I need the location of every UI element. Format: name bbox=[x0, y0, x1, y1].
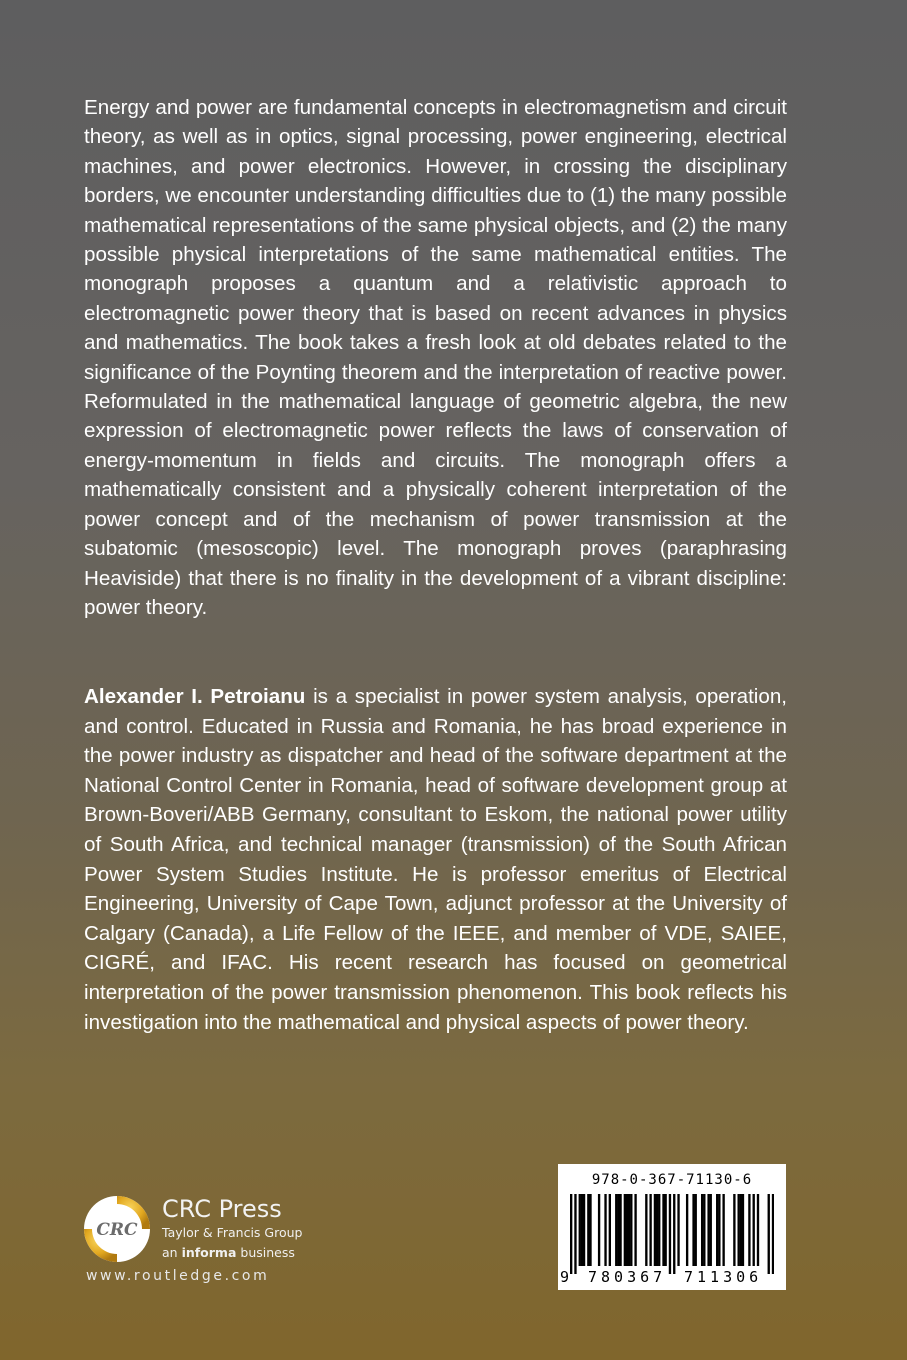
barcode-bar bbox=[589, 1194, 591, 1266]
barcode-bar bbox=[656, 1194, 658, 1266]
barcode-bar bbox=[673, 1194, 675, 1274]
barcode-bar bbox=[579, 1194, 581, 1266]
barcode-bar bbox=[619, 1194, 621, 1266]
ean-first-digit: 9 bbox=[560, 1268, 570, 1286]
barcode-bar bbox=[617, 1194, 619, 1266]
barcode-bar bbox=[748, 1194, 750, 1266]
barcode-bar bbox=[658, 1194, 660, 1266]
barcode-bar bbox=[654, 1194, 656, 1266]
barcode-bar bbox=[604, 1194, 606, 1266]
isbn-barcode bbox=[558, 1164, 786, 1290]
publisher-group: Taylor & Francis Group bbox=[162, 1225, 303, 1240]
barcode-bar bbox=[716, 1194, 718, 1266]
barcode-bar bbox=[581, 1194, 583, 1266]
barcode-bar bbox=[624, 1194, 626, 1266]
barcode-bar bbox=[649, 1194, 651, 1266]
barcode-bar bbox=[686, 1194, 688, 1266]
barcode-bar bbox=[737, 1194, 739, 1266]
barcode-bar bbox=[664, 1194, 666, 1266]
barcode-bar bbox=[733, 1194, 735, 1266]
ean-right-group: 711306 bbox=[684, 1268, 763, 1286]
barcode-bar bbox=[598, 1194, 600, 1266]
crc-logo-text: CRC bbox=[96, 1220, 138, 1240]
barcode-bar bbox=[740, 1194, 742, 1266]
barcode-bars bbox=[570, 1194, 774, 1274]
barcode-bar bbox=[615, 1194, 617, 1266]
author-bio bbox=[84, 682, 787, 1037]
barcode-bar bbox=[628, 1194, 630, 1266]
barcode-bar bbox=[626, 1194, 628, 1266]
barcode-bar bbox=[753, 1194, 755, 1266]
barcode-bar bbox=[703, 1194, 705, 1266]
barcode-bar bbox=[695, 1194, 697, 1266]
barcode-bar bbox=[570, 1194, 572, 1274]
barcode-bar bbox=[587, 1194, 589, 1266]
publisher-url: www.routledge.com bbox=[86, 1268, 270, 1284]
ean-left-group: 780367 bbox=[588, 1268, 667, 1286]
tagline-suffix: business bbox=[236, 1245, 295, 1260]
author-bio-text: is a specialist in power system analysis, operation, and control. Educated in Russia and Romania, he has broad experience in the power industry as dispatcher and head of the software department at the National Control Center in Romania, head of software development group at Brown-Boveri/ABB Germany, consultant to Eskom, the national power utility of South Africa, and technical manager (transmission) of the South African Power System Studies Institute. He is professor emeritus of Electrical Engineering, University of Cape Town, adjunct professor at the University of Calgary (Canada), a Life Fellow of the IEEE, and member of VDE, SAIEE, CIGRÉ, and IFAC. His recent research has focused on geometrical interpretation of the power transmission phenomenon. This book reflects his investigation into the mathematical and physical aspects of power theory. bbox=[84, 685, 787, 1034]
author-name: Alexander I. Petroianu bbox=[84, 685, 306, 708]
barcode-bar bbox=[677, 1194, 679, 1266]
barcode-bar bbox=[710, 1194, 712, 1266]
barcode-bar bbox=[583, 1194, 585, 1266]
publisher-block bbox=[82, 1190, 342, 1290]
barcode-bar bbox=[768, 1194, 770, 1274]
barcode-bar bbox=[707, 1194, 709, 1266]
tagline-prefix: an bbox=[162, 1245, 182, 1260]
publisher-tagline bbox=[162, 1245, 295, 1260]
tagline-informa: informa bbox=[181, 1245, 237, 1260]
barcode-bar bbox=[662, 1194, 664, 1266]
barcode-bar bbox=[574, 1194, 576, 1274]
crc-press-logo-icon bbox=[82, 1194, 152, 1264]
barcode-bar bbox=[722, 1194, 724, 1266]
barcode-bar bbox=[609, 1194, 611, 1266]
book-description: Energy and power are fundamental concepts in electromagnetism and circuit theory, as well as in optics, signal processing, power engineering, electrical machines, and power electronics. However, in crossing the disciplinary borders, we encounter understanding difficulties due to (1) the many possible mathematical representations of the same physical objects, and (2) the many possible physical interpretations of the same mathematical entities. The monograph proposes a quantum and a relativistic approach to electromagnetic power theory that is based on recent advances in physics and mathematics. The book takes a fresh look at old debates related to the significance of the Poynting theorem and the interpretation of reactive power. Reformulated in the mathematical language of geometric algebra, the new expression of electromagnetic power reflects the laws of conservation of energy-momentum in fields and circuits. The monograph offers a mathematically consistent and a physically coherent interpretation of the power concept and of the mechanism of power transmission at the subatomic (mesoscopic) level. The monograph proves (paraphrasing Heaviside) that there is no finality in the development of a vibrant discipline: power theory. bbox=[84, 96, 787, 619]
barcode-bar bbox=[757, 1194, 759, 1266]
barcode-bar bbox=[701, 1194, 703, 1266]
publisher-name: CRC Press bbox=[162, 1195, 282, 1223]
barcode-bar bbox=[692, 1194, 694, 1266]
barcode-bar bbox=[718, 1194, 720, 1266]
barcode-bar bbox=[669, 1194, 671, 1274]
barcode-bar bbox=[742, 1194, 744, 1266]
barcode-bar bbox=[634, 1194, 636, 1266]
isbn-number: 978-0-367-71130-6 bbox=[591, 1172, 753, 1188]
barcode-bar bbox=[645, 1194, 647, 1266]
barcode-bar bbox=[630, 1194, 632, 1266]
barcode-bar bbox=[772, 1194, 774, 1274]
